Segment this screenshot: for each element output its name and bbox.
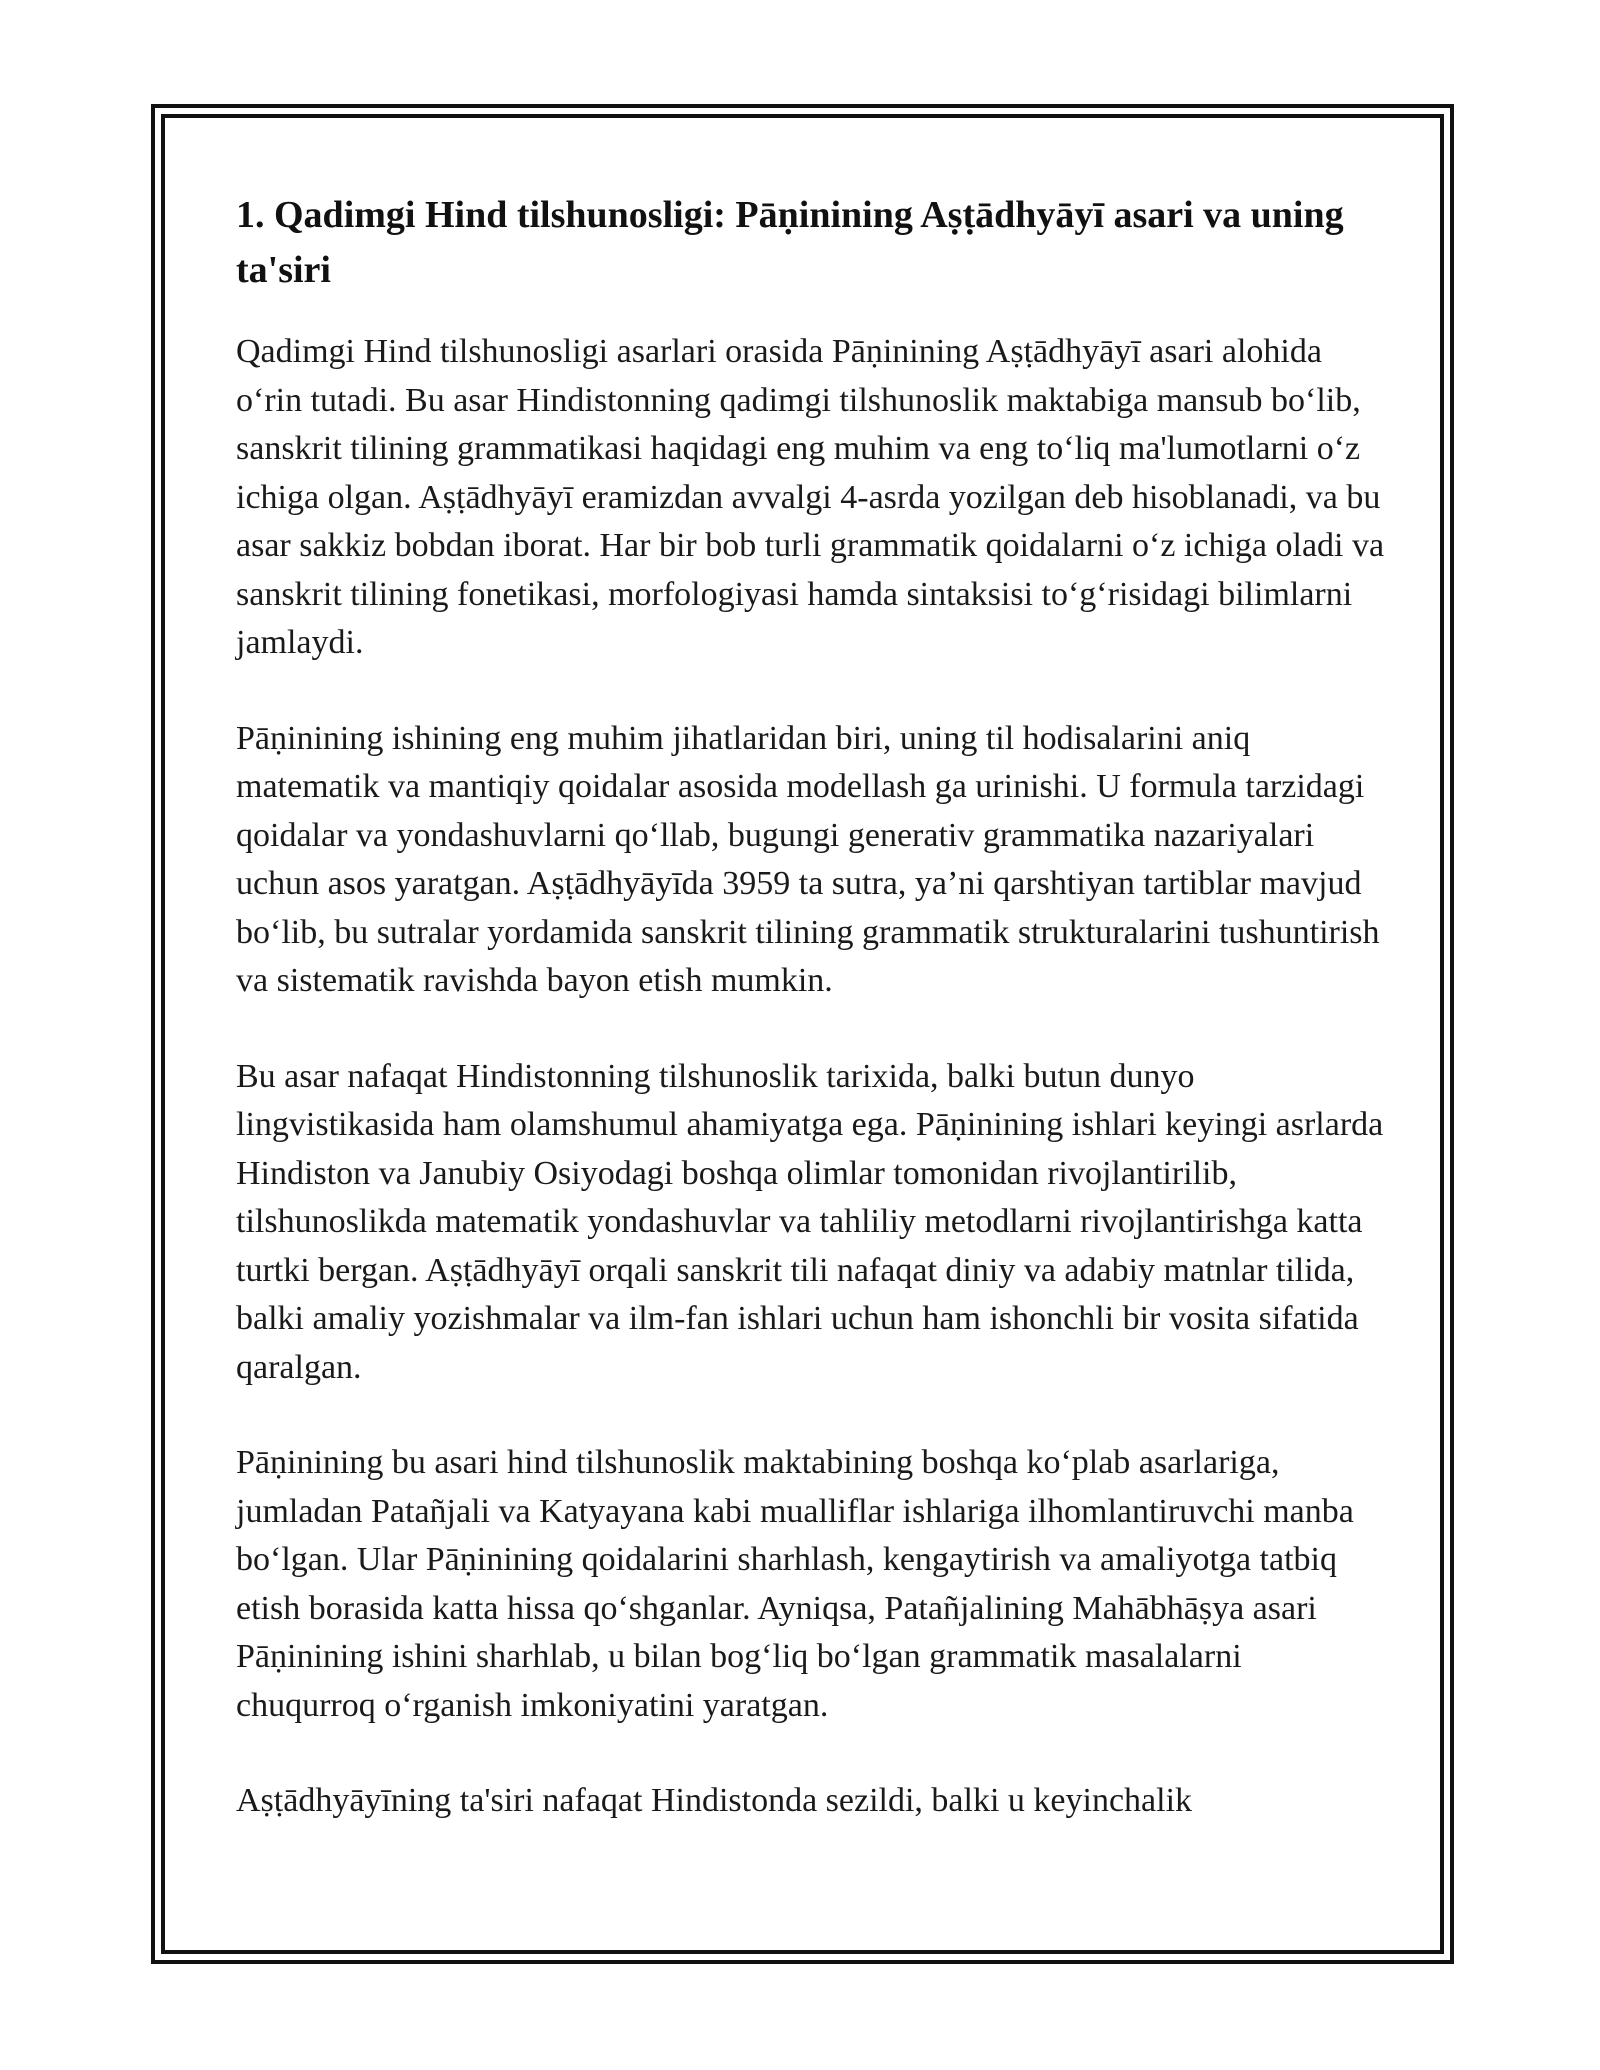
paragraph-5: Aṣṭādhyāyīning ta'siri nafaqat Hindistonda sezildi, balki u keyinchalik [236, 1782, 1193, 1819]
paragraph-2: Pāṇinining ishining eng muhim jihatlaridan biri, uning til hodisalarini aniq matematik va mantiqiy qoidalar asosida modellash ga urinishi. U formula tarzidagi qoidalar va yondashuvlarni qo‘llab, bugungi generativ grammatika nazariyalari uchun asos yaratgan. Aṣṭādhyāyīda 3959 ta sutra, ya’ni qarshtiyan tartiblar mavjud bo‘lib, bu sutralar yordamida sanskrit tilining grammatik strukturalarini tushuntirish va sistematik ravishda bayon etish mumkin. [236, 719, 1380, 999]
paragraph-4: Pāṇinining bu asari hind tilshunoslik maktabining boshqa ko‘plab asarlariga, jumladan Patañjali va Katyayana kabi mualliflar ishlariga ilhomlantiruvchi manba bo‘lgan. Ular Pāṇinining qoidalarini sharhlash, kengaytirish va amaliyotga tatbiq etish borasida katta hissa qo‘shganlar. Ayniqsa, Patañjalining Mahābhāṣya asari Pāṇinining ishini sharhlab, u bilan bog‘liq bo‘lgan grammatik masalalarni chuqurroq o‘rganish imkoniyatini yaratgan. [236, 1444, 1354, 1724]
paragraph-1: Qadimgi Hind tilshunosligi asarlari orasida Pāṇinining Aṣṭādhyāyī asari alohida o‘rin tutadi. Bu asar Hindistonning qadimgi tilshunoslik maktabiga mansub bo‘lib, sanskrit tilining grammatikasi haqidagi eng muhim va eng to‘liq ma'lumotlarni o‘z ichiga olgan. Aṣṭādhyāyī eramizdan avvalgi 4-asrda yozilgan deb hisoblanadi, va bu asar sakkiz bobdan iborat. Har bir bob turli grammatik qoidalarni o‘z ichiga oladi va sanskrit tilining fonetikasi, morfologiyasi hamda sintaksisi to‘g‘risidagi bilimlarni jamlaydi. [236, 333, 1385, 661]
section-title: 1. Qadimgi Hind tilshunosligi: Pāṇinining Aṣṭādhyāyī asari va uning ta'siri [236, 194, 1344, 291]
paragraph-3: Bu asar nafaqat Hindistonning tilshunoslik tarixida, balki butun dunyo lingvistikasida ham olamshumul ahamiyatga ega. Pāṇinining ishlari keyingi asrlarda Hindiston va Janubiy Osiyodagi boshqa olimlar tomonidan rivojlantirilib, tilshunoslikda matematik yondashuvlar va tahliliy metodlarni rivojlantirishga katta turtki bergan. Aṣṭādhyāyī orqali sanskrit tili nafaqat diniy va adabiy matnlar tilida, balki amaliy yozishmalar va ilm-fan ishlari uchun ham ishonchli bir vosita sifatida qaralgan. [236, 1057, 1384, 1386]
document-body [236, 188, 1386, 1873]
